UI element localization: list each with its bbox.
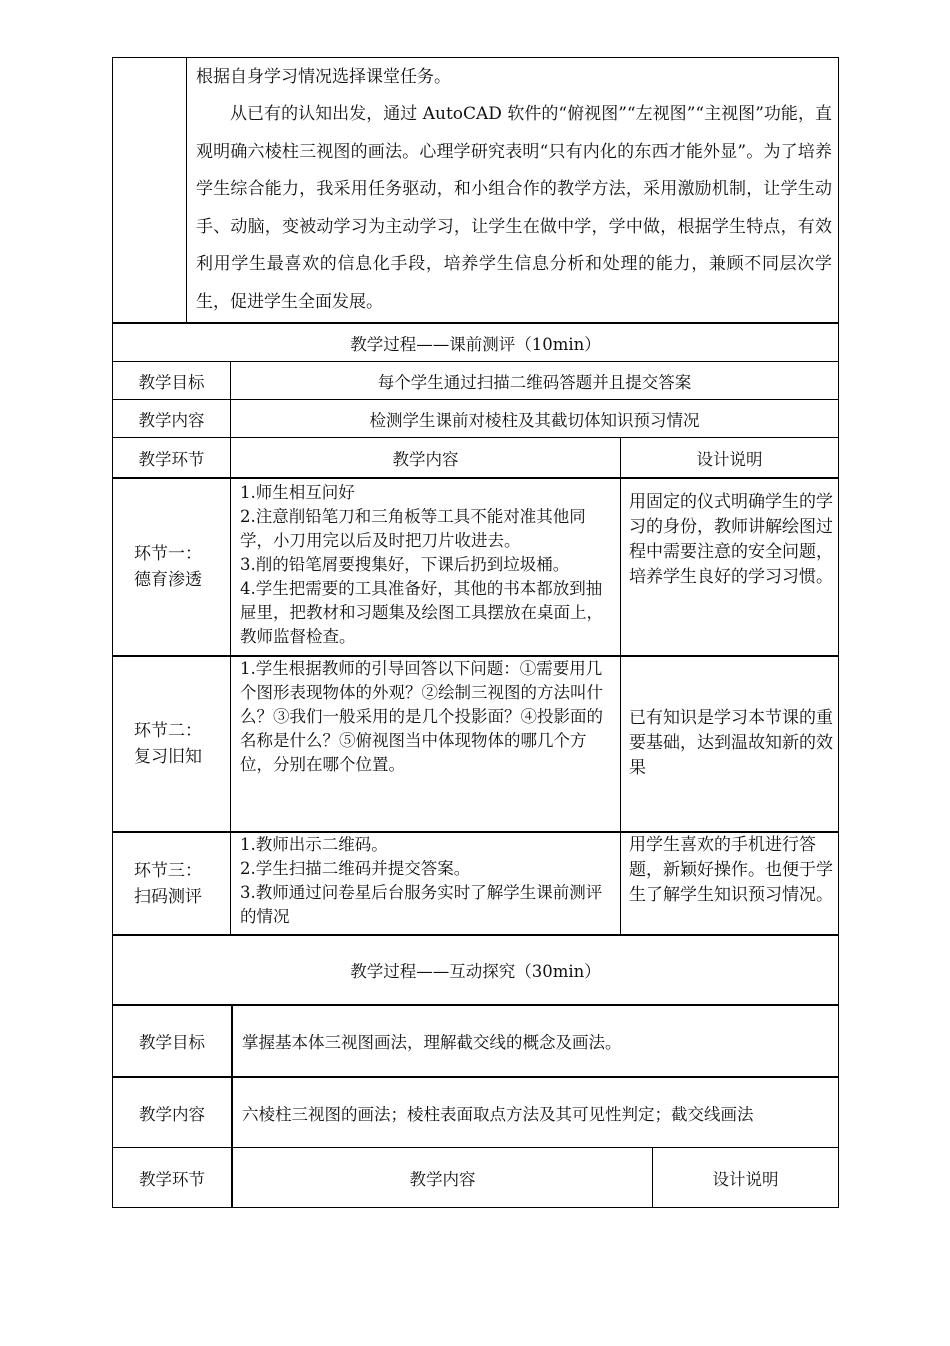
header-stage: 教学环节 bbox=[139, 1169, 205, 1189]
goal-text: 每个学生通过扫描二维码答题并且提交答案 bbox=[377, 372, 692, 392]
design-note: 已有知识是学习本节课的重要基础，达到温故知新的效果 bbox=[629, 708, 833, 778]
section-title: 教学过程——互动探究（30min） bbox=[350, 962, 601, 981]
stage-number: 环节二： bbox=[134, 721, 202, 741]
stage-name: 扫码测评 bbox=[134, 886, 202, 907]
header-stage: 教学环节 bbox=[138, 449, 205, 469]
list-item: 1.学生根据教师的引导回答以下问题：①需要用几个图形表现物体的外观？②绘制三视图的方法叫什么？③我们一般采用的是几个投影面？④投影面的名称是什么？⑤俯视图当中体现物体的哪几个方位，分别在哪个位置。 bbox=[240, 659, 603, 774]
content-list bbox=[240, 833, 614, 929]
list-item: 3.教师通过问卷星后台服务实时了解学生课前测评的情况 bbox=[240, 883, 603, 926]
content-text: 检测学生课前对棱柱及其截切体知识预习情况 bbox=[369, 410, 700, 430]
list-item: 4.学生把需要的工具准备好，其他的书本都放到抽屉里，把教材和习题集及绘图工具摆放在桌面上，教师监督检查。 bbox=[240, 579, 603, 646]
list-item: 2.学生扫描二维码并提交答案。 bbox=[240, 859, 471, 878]
design-note: 用固定的仪式明确学生的学习的身份，教师讲解绘图过程中需要注意的安全问题，培养学生良好的学习习惯。 bbox=[629, 492, 833, 587]
goal-label: 教学目标 bbox=[139, 1033, 205, 1052]
content-list bbox=[240, 481, 614, 649]
list-item: 1.师生相互问好 bbox=[240, 483, 355, 502]
goal-text: 掌握基本体三视图画法，理解截交线的概念及画法。 bbox=[242, 1033, 622, 1052]
stage-name: 复习旧知 bbox=[134, 747, 202, 767]
stage-name: 德育渗透 bbox=[134, 570, 202, 590]
stage-cell bbox=[134, 833, 230, 934]
goal-label: 教学目标 bbox=[138, 372, 205, 392]
content-label: 教学内容 bbox=[139, 1104, 205, 1124]
content-list bbox=[240, 657, 614, 777]
header-note: 设计说明 bbox=[712, 1169, 779, 1189]
stage-number: 环节一： bbox=[134, 544, 202, 564]
list-item: 2.注意削铅笔刀和三角板等工具不能对准其他同学，小刀用完以后及时把刀片收进去。 bbox=[240, 507, 586, 550]
list-item: 1.教师出示二维码。 bbox=[240, 835, 388, 854]
design-note: 用学生喜欢的手机进行答题，新颖好操作。也便于学生了解学生知识预习情况。 bbox=[629, 835, 833, 905]
stage-cell bbox=[134, 657, 230, 831]
header-note: 设计说明 bbox=[696, 449, 763, 469]
content-label: 教学内容 bbox=[138, 410, 205, 430]
content-text: 六棱柱三视图的画法；棱柱表面取点方法及其可见性判定；截交线画法 bbox=[242, 1104, 754, 1124]
stage-number: 环节三： bbox=[134, 860, 202, 881]
section-title: 教学过程——课前测评（10min） bbox=[350, 334, 601, 354]
header-content: 教学内容 bbox=[409, 1169, 476, 1189]
intro-line: 根据自身学习情况选择课堂任务。 bbox=[196, 67, 451, 87]
list-item: 3.削的铅笔屑要搜集好，下课后扔到垃圾桶。 bbox=[240, 555, 570, 574]
intro-paragraph: 从已有的认知出发，通过 AutoCAD 软件的“俯视图”“左视图”“主视图”功能，直观明确六棱柱三视图的画法。心理学研究表明“只有内化的东西才能外显”。为了培养学生综合能力，我采用任务驱动，和小组合作的教学方法，采用激励机制，让学生动手、动脑，变被动学习为主动学习，让学生在做中学，学中做，根据学生特点，有效利用学生最喜欢的信息化手段，培养学生信息分析和处理的能力，兼顾不同层次学生，促进学生全面发展。 bbox=[196, 104, 832, 312]
stage-cell bbox=[134, 479, 230, 655]
header-content: 教学内容 bbox=[392, 449, 459, 469]
